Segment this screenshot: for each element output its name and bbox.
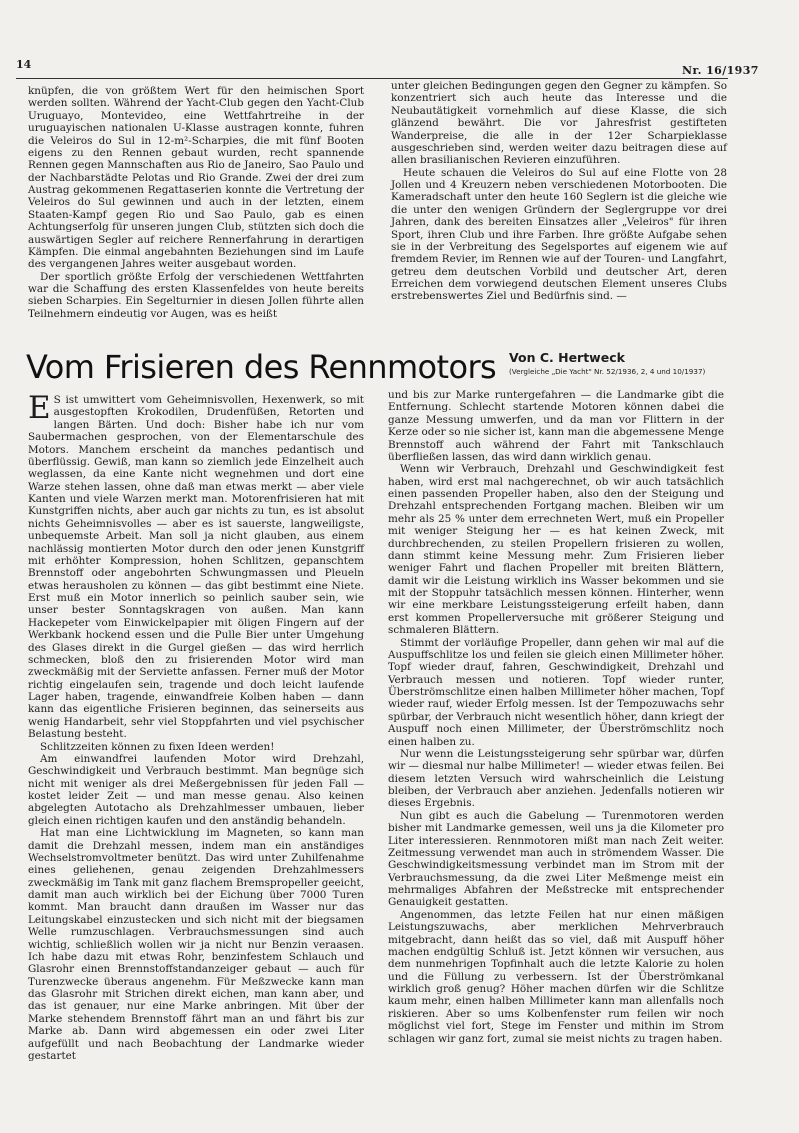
issue-number: Nr. 16/1937 (682, 64, 759, 77)
paragraph: Nun gibt es auch die Gabelung — Turenmotoren werden bisher mit Landmarke gemessen, weil uns ja die Kilometer pro Liter interessieren. Rennmotoren mißt man nach Zeit weiter. Zeitmessung verwendet man auch in strömendem Wasser. Die Geschwindigkeitsmessung verbindet man im Strom mit der Verbrauchsmessung, da die zwei Liter Meßmenge meist ein mehrmaliges Abfahren der Meßstrecke mit entsprechender Genauigkeit gestatten. (388, 809, 724, 909)
paragraph: Am einwandfrei laufenden Motor wird Drehzahl, Geschwindigkeit und Verbrauch bestimmt. Man begnüge sich nicht mit weniger als drei Meßergebnissen für jeden Fall — kostet leider Zeit — und man messe genau. Also keinen abgelegten Autotacho als Drehzahlmesser umbauen, lieber gleich einen richtigen kaufen und den anständig behandeln. (28, 752, 364, 827)
paragraph: Heute schauen die Veleiros do Sul auf eine Flotte von 28 Jollen und 4 Kreuzern neben verschiedenen Motorbooten. Die Kameradschaft unter den heute 160 Seglern ist die gleiche wie die unter den wenigen Gründern der Seglergruppe vor drei Jahren, dank des bereiten Einsatzes aller „Veleiros" für ihren Sport, ihren Club und ihre Farben. Ihre größte Aufgabe sehen sie in der Verbreitung des Segelsportes auf eigenem wie auf fremdem Revier, im Rennen wie auf der Touren- und Langfahrt, getreu dem deutschen Vorbild und deutscher Art, deren Erreichen dem vorwiegend deutschen Element unseres Clubs erstrebenswertes Ziel und Bedürfnis sind. — (391, 166, 727, 303)
paragraph: unter gleichen Bedingungen gegen den Gegner zu kämpfen. So konzentriert sich auch heute das Interesse und die Neubautätigkeit vornehmlich auf diese Klasse, die sich glänzend bewährt. Die vor Jahresfrist gestifteten Wanderpreise, die alle in der 12er Scharpieklasse ausgeschrieben sind, werden weiter dazu beitragen diese auf allen brasilianischen Revieren einzuführen. (391, 80, 727, 167)
article-headline: Vom Frisieren des Rennmotors (26, 348, 497, 386)
paragraph: Angenommen, das letzte Feilen hat nur einen mäßigen Leistungszuwachs, aber merklichen Mehrverbrauch mitgebracht, dann heißt das so viel, daß mit Auspuff höher machen endgültig Schluß ist. Jetzt können wir versuchen, aus dem nunmehrigen Topfinhalt auch die letzte Kalorie zu holen und die Füllung zu verbessern. Ist der Überströmkanal wirklich groß genug? Höher machen dürfen wir die Schlitze kaum mehr, einen halben Millimeter kann man allenfalls noch riskieren. Aber so ums Kolbenfenster rum feilen wir noch möglichst viel fort, Stege im Fenster und mithin im Strom schlagen wir ganz fort, zumal sie meist nichts zu tragen haben. (388, 908, 724, 1045)
article-byline: Von C. Hertweck (509, 350, 625, 365)
page-number: 14 (16, 58, 32, 71)
paragraph: Stimmt der vorläufige Propeller, dann gehen wir mal auf die Auspuffschlitze los und feilen sie gleich einen Millimeter höher. Topf wieder drauf, fahren, Geschwindigkeit, Drehzahl und Verbrauch messen und notieren. Topf wieder runter, Überströmschlitze einen halben Millimeter höher machen, Topf wieder rauf, wieder Erfolg messen. Ist der Tempozuwachs sehr spürbar, der Verbrauch nicht wesentlich höher, dann kriegt der Auspuff noch einen Millimeter, der Überströmschlitz noch einen halben zu. (388, 636, 724, 748)
paragraph-text: S ist umwittert vom Geheimnisvollen, Hexenwerk, so mit ausgestopften Krokodilen, Drudenfüßen, Retorten und langen Bärten. Und doch: Bisher habe ich nur vom Saubermachen gesprochen, von der Elementarschule des Motors. Manchem erscheint da manches pedantisch und überflüssig. Gewiß, man kann so ziemlich jede Einzelheit auch weglassen, da eine Kante nicht wegnehmen und dort eine Warze stehen lassen, ohne daß man etwas merkt — aber viele Kanten und viele Warzen merkt man. Motorenfrisieren hat mit Kunstgriffen nichts, aber auch gar nichts zu tun, es ist absolut nichts Geheimnisvolles — aber es ist sauerste, langweiligste, unbequemste Arbeit. Man soll ja nicht glauben, aus einem nachlässig montierten Motor durch den oder jenen Kunstgriff mit erhöhter Kompression, hohen Schlitzen, gepanschtem Brennstoff oder angebohrten Schwungmassen und Pleueln etwas herausholen zu können — das gibt bestimmt eine Niete. Erst muß ein Motor innerlich so peinlich sauber sein, wie unser bester Sonntagskragen von außen. Man kann Hackepeter vom Einwickelpapier mit öligen Fingern auf der Werkbank hockend essen und die Pulle Bier unter Umgehung des Glases direkt in die Gurgel gießen — das wird herrlich schmecken, bloß den zu frisierenden Motor wird man zweckmäßig mit der Serviette anfassen. Ferner muß der Motor richtig eingelaufen sein, tragende und doch leicht laufende Lager haben, tragende, einwandfreie Kolben haben — dann kann das eigentliche Frisieren beginnen, das seinerseits aus wenig Handarbeit, sehr viel Stoppfahrten und viel psychischer Belastung besteht. (28, 394, 364, 741)
article-reference: (Vergleiche „Die Yacht" Nr. 52/1936, 2, 4 und 10/1937) (509, 367, 706, 376)
drop-cap: E (28, 390, 51, 426)
paragraph: Der sportlich größte Erfolg der verschiedenen Wettfahrten war die Schaffung des ersten Klassenfeldes von heute bereits sieben Scharpies. Ein Segelturnier in diesen Jollen führte allen Teilnehmern eindeutig vor Augen, was es heißt (28, 270, 364, 320)
header-rule (16, 78, 728, 79)
paragraph: Wenn wir Verbrauch, Drehzahl und Geschwindigkeit fest haben, wird erst mal nachgerechnet, ob wir auch tatsächlich einen passenden Propeller haben, also den der Steigung und Drehzahl entsprechenden Fortgang machen. Bleiben wir um mehr als 25 % unter dem errechneten Wert, muß ein Propeller mit weniger Steigung her — es hat keinen Zweck, mit durchbrechenden, zu steilen Propellern frisieren zu wollen, dann stimmt keine Messung mehr. Zum Frisieren lieber weniger Fahrt und flachen Propeller mit breiten Blättern, damit wir die Leistung wirklich ins Wasser bekommen und sie mit der Stoppuhr tatsächlich messen können. Hinterher, wenn wir eine merkbare Leistungssteigerung erfeilt haben, dann erst kommen Propellerversuche mit größerer Steigung und schmaleren Blättern. (388, 463, 724, 637)
paragraph: Schlitzzeiten können zu fixen Ideen werden! (40, 740, 275, 753)
column-top-right (391, 80, 727, 303)
article-column-right (388, 389, 724, 1045)
paragraph: knüpfen, die von größtem Wert für den heimischen Sport werden sollten. Während der Yacht-Club gegen den Yacht-Club Uruguayo, Montevideo, eine Wettfahrtreihe in der uruguayischen nationalen U-Klasse austragen konnte, fuhren die Veleiros do Sul in 12-m²-Scharpies, die mit fünf Booten eigens zu den Rennen gebaut wurden, recht spannende Rennen gegen Mannschaften aus Rio de Janeiro, Sao Paulo und der Nachbarstädte Pelotas und Rio Grande. Zwei der drei zum Austrag gekommenen Regattaserien konnte die Vertretung der Veleiros do Sul gewinnen und auch in der letzten, einem Staaten-Kampf gegen Rio und Sao Paulo, gab es einen Achtungserfolg für unseren jungen Club, stützten sich doch die auswärtigen Segler auf reichere Rennerfahrung in derartigen Kämpfen. Die einmal angebahnten Beziehungen sind im Laufe des vergangenen Jahres weiter ausgebaut worden. (28, 85, 364, 271)
paragraph: Hat man eine Lichtwicklung im Magneten, so kann man damit die Drehzahl messen, indem man ein anständiges Wechselstromvoltmeter benützt. Das wird unter Zuhilfenahme eines geliehenen, genau zeigenden Drehzahlmessers zweckmäßig im Tank mit ganz flachem Bremspropeller geeicht, damit man auch wirklich bei der Eichung über 7000 Turen kommt. Man braucht dann draußen im Wasser nur das Leitungskabel einzustecken und sich nicht mit der biegsamen Welle rumzuschlagen. Verbrauchsmessungen sind auch wichtig, schließlich wollen wir ja nicht nur Benzin veraasen. Ich habe dazu mit etwas Rohr, benzinfestem Schlauch und Glasrohr einen Brennstoffstandanzeiger gebaut — auch für Turenzwecke überaus angenehm. Für Meßzwecke kann man das Glasrohr mit Strichen direkt eichen, man kann aber, und das ist genauer, nur eine Marke anbringen. Mit über der Marke stehendem Brennstoff fährt man an und fährt bis zur Marke ab. Dann wird abgemessen ein oder zwei Liter aufgefüllt und nach Beobachtung der Landmarke wieder gestartet (28, 827, 364, 1062)
paragraph: und bis zur Marke runtergefahren — die Landmarke gibt die Entfernung. Schlecht startende Motoren können dabei die ganze Messung umwerfen, und da man vor Flittern in der Kerze oder so nie sicher ist, kann man die abgemessene Menge Brennstoff auch während der Fahrt mit Tankschlauch überfließen lassen, das wird dann wirklich genau. (388, 389, 724, 463)
article-column-left (28, 390, 364, 1062)
column-top-left (28, 85, 364, 320)
paragraph (28, 390, 364, 741)
paragraph: Nur wenn die Leistungssteigerung sehr spürbar war, dürfen wir — diesmal nur halbe Millimeter! — wieder etwas feilen. Bei diesem letzten Versuch wird wahrscheinlich die Leistung bleiben, der Verbrauch aber anziehen. Jedenfalls notieren wir dieses Ergebnis. (388, 747, 724, 810)
